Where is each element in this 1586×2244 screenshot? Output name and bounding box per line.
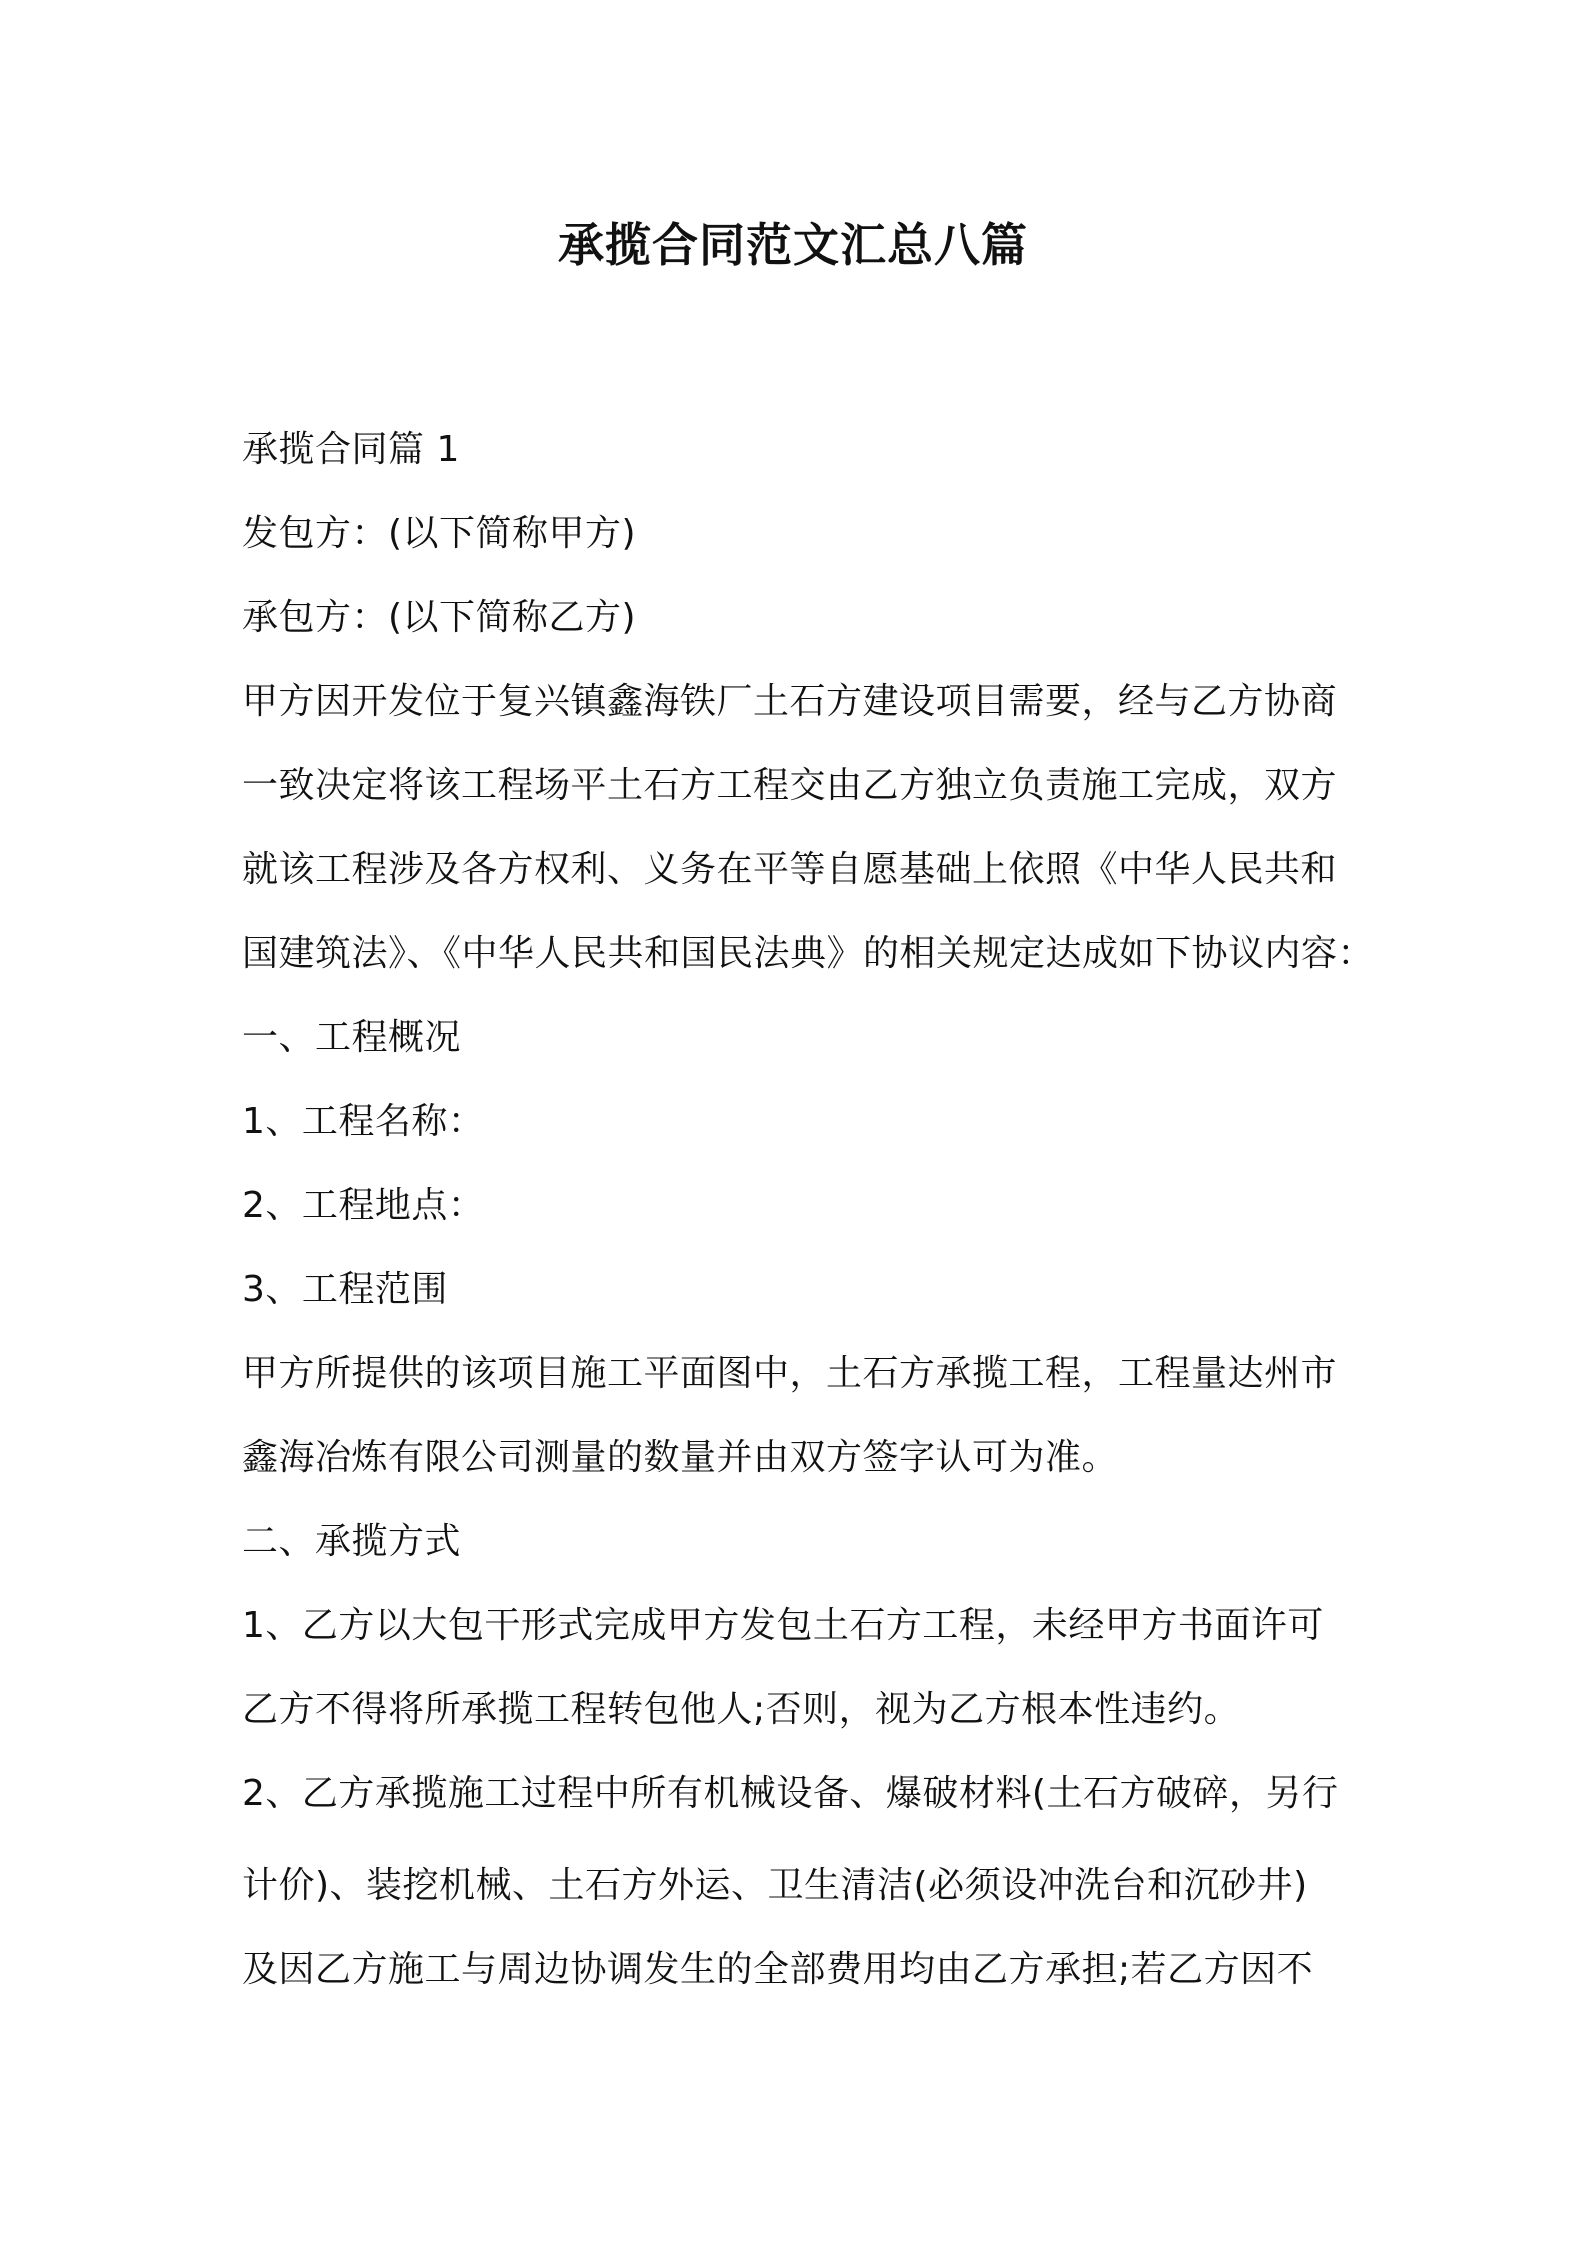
list-item: 2、工程地点：: [242, 1185, 485, 1226]
list-item: 1、乙方以大包干形式完成甲方发包土石方工程，未经甲方书面许可: [242, 1605, 1324, 1646]
paragraph-line: 甲方所提供的该项目施工平面图中，土石方承揽工程，工程量达州市: [242, 1353, 1338, 1394]
document-title: 承揽合同范文汇总八篇: [558, 218, 1028, 272]
paragraph-line: 及因乙方施工与周边协调发生的全部费用均由乙方承担;若乙方因不: [242, 1949, 1314, 1990]
paragraph-line: 国建筑法》、《中华人民共和国民法典》的相关规定达成如下协议内容：: [242, 933, 1375, 974]
section-heading: 一、工程概况: [242, 1017, 462, 1058]
paragraph-line: 乙方不得将所承揽工程转包他人;否则，视为乙方根本性违约。: [242, 1689, 1241, 1730]
list-item: 3、工程范围: [242, 1269, 448, 1310]
paragraph-line: 鑫海冶炼有限公司测量的数量并由双方签字认可为准。: [242, 1437, 1119, 1478]
party-a-line: 发包方：(以下简称甲方): [242, 513, 637, 554]
party-b-line: 承包方：(以下简称乙方): [242, 597, 637, 638]
section-heading: 二、承揽方式: [242, 1521, 462, 1562]
section-heading: 承揽合同篇 1: [242, 429, 460, 470]
paragraph-line: 一致决定将该工程场平土石方工程交由乙方独立负责施工完成，双方: [242, 765, 1338, 806]
paragraph-line: 计价)、装挖机械、土石方外运、卫生清洁(必须设冲洗台和沉砂井): [242, 1865, 1308, 1906]
paragraph-line: 就该工程涉及各方权利、义务在平等自愿基础上依照《中华人民共和: [242, 849, 1338, 890]
paragraph-line: 甲方因开发位于复兴镇鑫海铁厂土石方建设项目需要，经与乙方协商: [242, 681, 1338, 722]
list-item: 2、乙方承揽施工过程中所有机械设备、爆破材料(土石方破碎，另行: [242, 1773, 1339, 1814]
document-body: [242, 408, 1375, 2012]
list-item: 1、工程名称：: [242, 1101, 485, 1142]
